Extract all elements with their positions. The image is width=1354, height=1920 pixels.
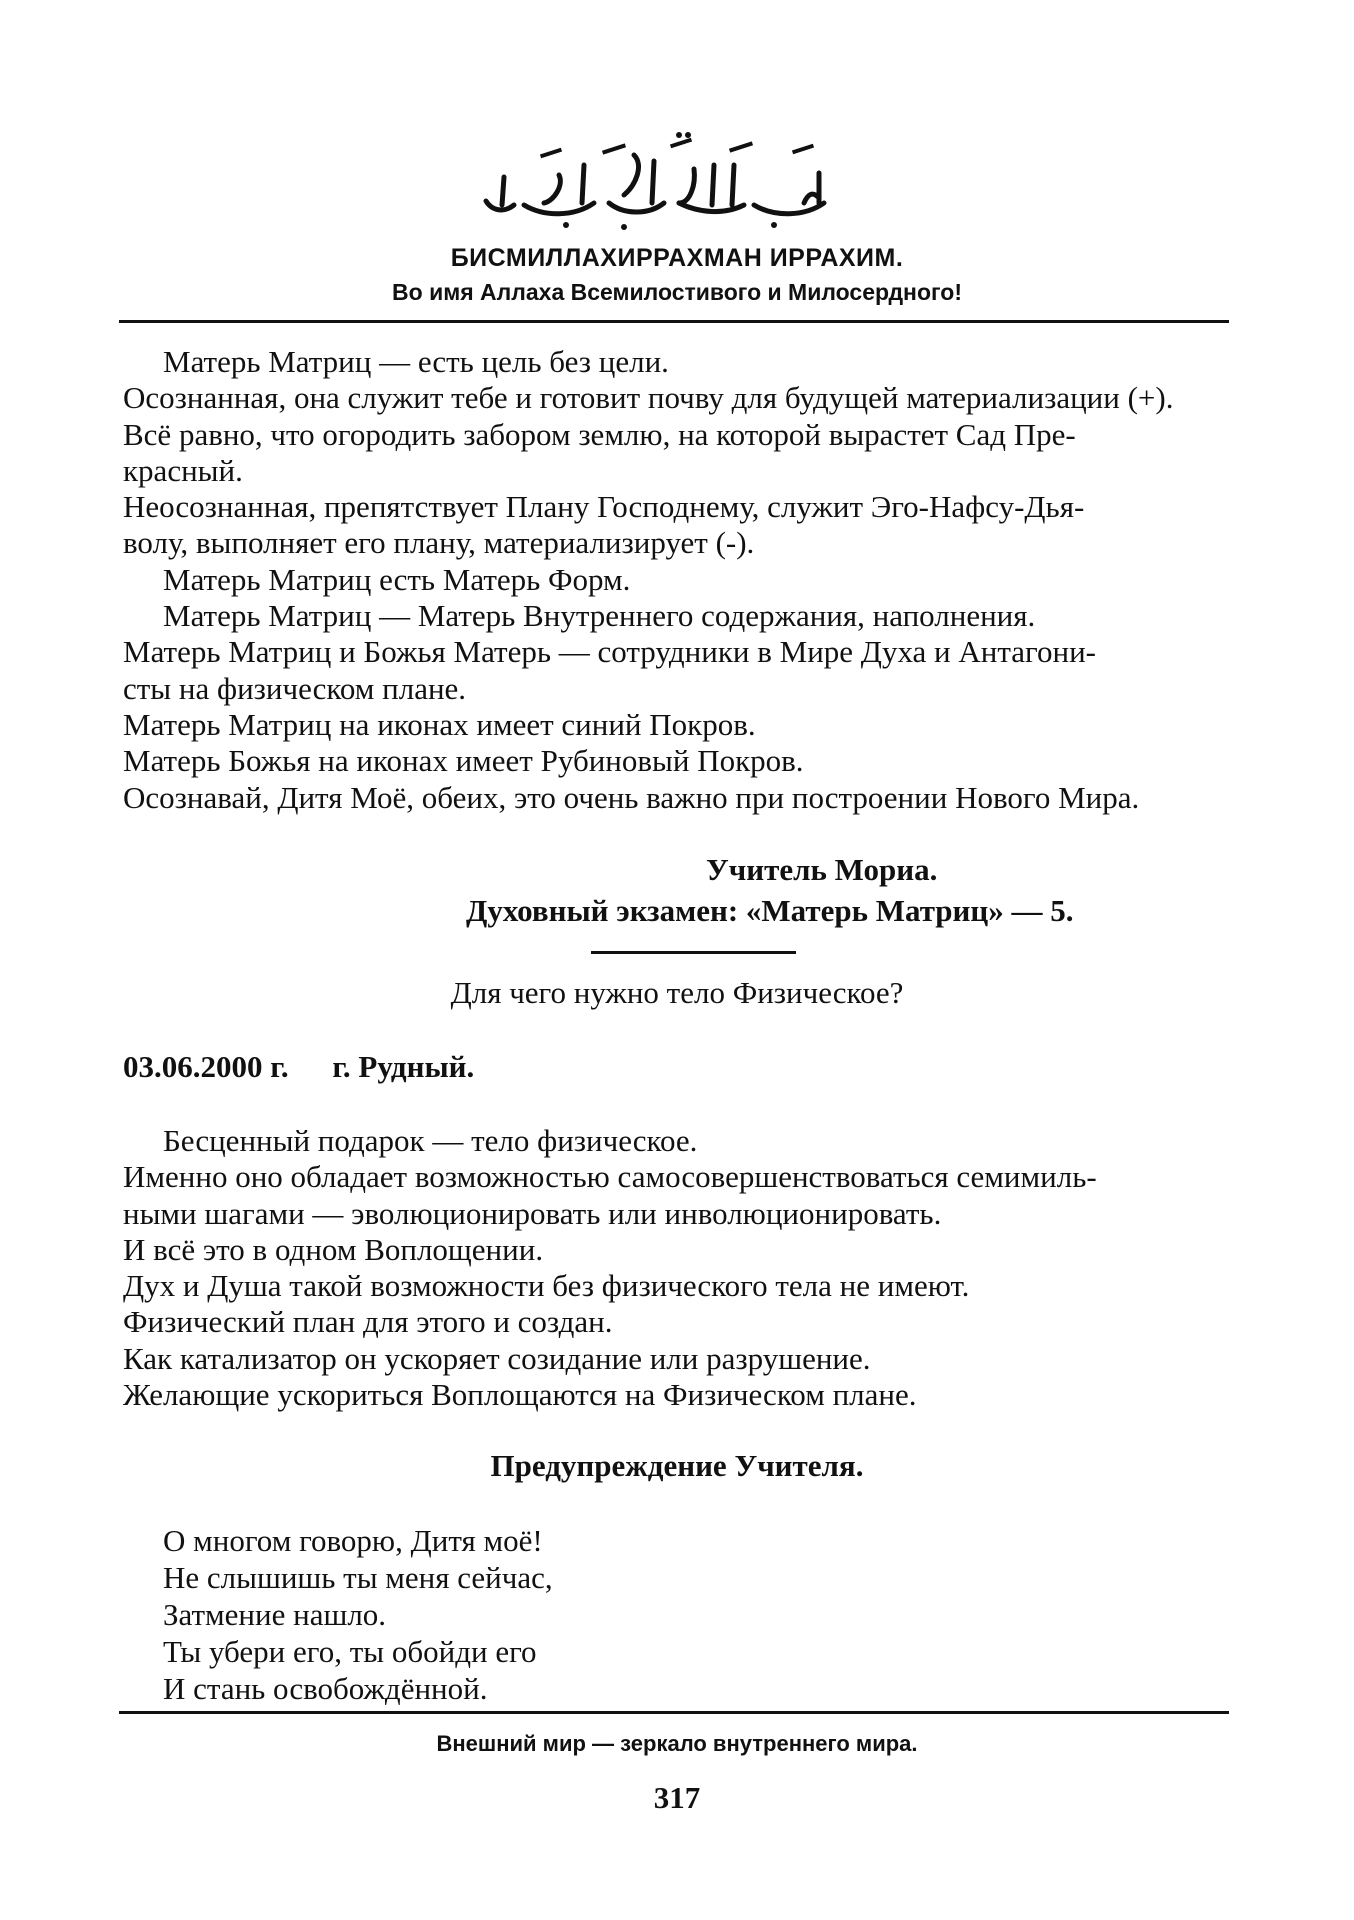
header-subtitle: Во имя Аллаха Всемилостивого и Милосердного!: [392, 279, 962, 305]
text-line: ными шагами — эволюционировать или инволюционировать.: [123, 1195, 942, 1231]
text-line: Матерь Матриц на иконах имеет синий Покров.: [123, 706, 756, 742]
text-line: Матерь Матриц — Матерь Внутреннего содержания, наполнения.: [163, 598, 1036, 634]
text-line: Матерь Матриц и Божья Матерь — сотрудники в Мире Духа и Антагони-: [123, 634, 1097, 670]
text-line: волу, выполняет его плану, материализирует (-).: [123, 525, 755, 561]
text-section-matrix: [123, 344, 1223, 816]
entry-date: 03.06.2000 г.: [123, 1049, 289, 1084]
signature-exam: Духовный экзамен: «Матерь Матриц» — 5.: [466, 893, 1074, 928]
text-line: Матерь Матриц есть Матерь Форм.: [163, 561, 631, 597]
text-line: Физический план для этого и создан.: [123, 1304, 613, 1340]
signature-author: Учитель Мориа.: [706, 852, 938, 887]
page-number: 317: [653, 1780, 701, 1815]
poem-line: Не слышишь ты меня сейчас,: [163, 1560, 553, 1595]
header-divider: [119, 320, 1229, 323]
poem: [163, 1522, 553, 1707]
text-line: Осознанная, она служит тебе и готовит почву для будущей материализации (+).: [123, 380, 1174, 416]
bismillah-calligraphy: [474, 125, 844, 235]
footer-divider: [119, 1711, 1229, 1714]
text-line: Желающие ускориться Воплощаются на Физическом плане.: [123, 1377, 917, 1413]
entry-place: г. Рудный.: [332, 1049, 475, 1084]
text-line: Бесценный подарок — тело физическое.: [163, 1123, 698, 1158]
text-line: сты на физическом плане.: [123, 670, 467, 706]
text-line: Дух и Душа такой возможности без физического тела не имеют.: [123, 1268, 970, 1304]
poem-line: О многом говорю, Дитя моё!: [163, 1523, 543, 1558]
text-line: Неосознанная, препятствует Плану Господнему, служит Эго-Нафсу-Дья-: [123, 489, 1085, 525]
text-line: Матерь Божья на иконах имеет Рубиновый Покров.: [123, 743, 804, 779]
text-line: И всё это в одном Воплощении.: [123, 1231, 544, 1267]
question-heading: Для чего нужно тело Физическое?: [450, 975, 904, 1010]
section-divider: [591, 951, 796, 954]
date-place-line: [123, 1049, 474, 1085]
footer-quote: Внешний мир — зеркало внутреннего мира.: [436, 1731, 918, 1756]
header-title: БИСМИЛЛАХИРРАХМАН ИРРАХИМ.: [450, 244, 904, 272]
text-line: Именно оно обладает возможностью самосовершенствоваться семимиль-: [123, 1159, 1097, 1195]
text-line: Всё равно, что огородить забором землю, на которой вырастет Сад Пре-: [123, 416, 1076, 452]
text-line: Матерь Матриц — есть цель без цели.: [163, 344, 669, 379]
text-line: Осознавай, Дитя Моё, обеих, это очень важно при построении Нового Мира.: [123, 779, 1140, 815]
text-section-physical-body: [123, 1123, 1223, 1413]
warning-heading: Предупреждение Учителя.: [490, 1448, 864, 1483]
poem-line: Ты убери его, ты обойди его: [163, 1634, 537, 1669]
poem-line: И стань освобождённой.: [163, 1671, 488, 1706]
poem-line: Затмение нашло.: [163, 1597, 387, 1632]
text-line: Как катализатор он ускоряет созидание или разрушение.: [123, 1340, 871, 1376]
text-line: красный.: [123, 452, 243, 488]
